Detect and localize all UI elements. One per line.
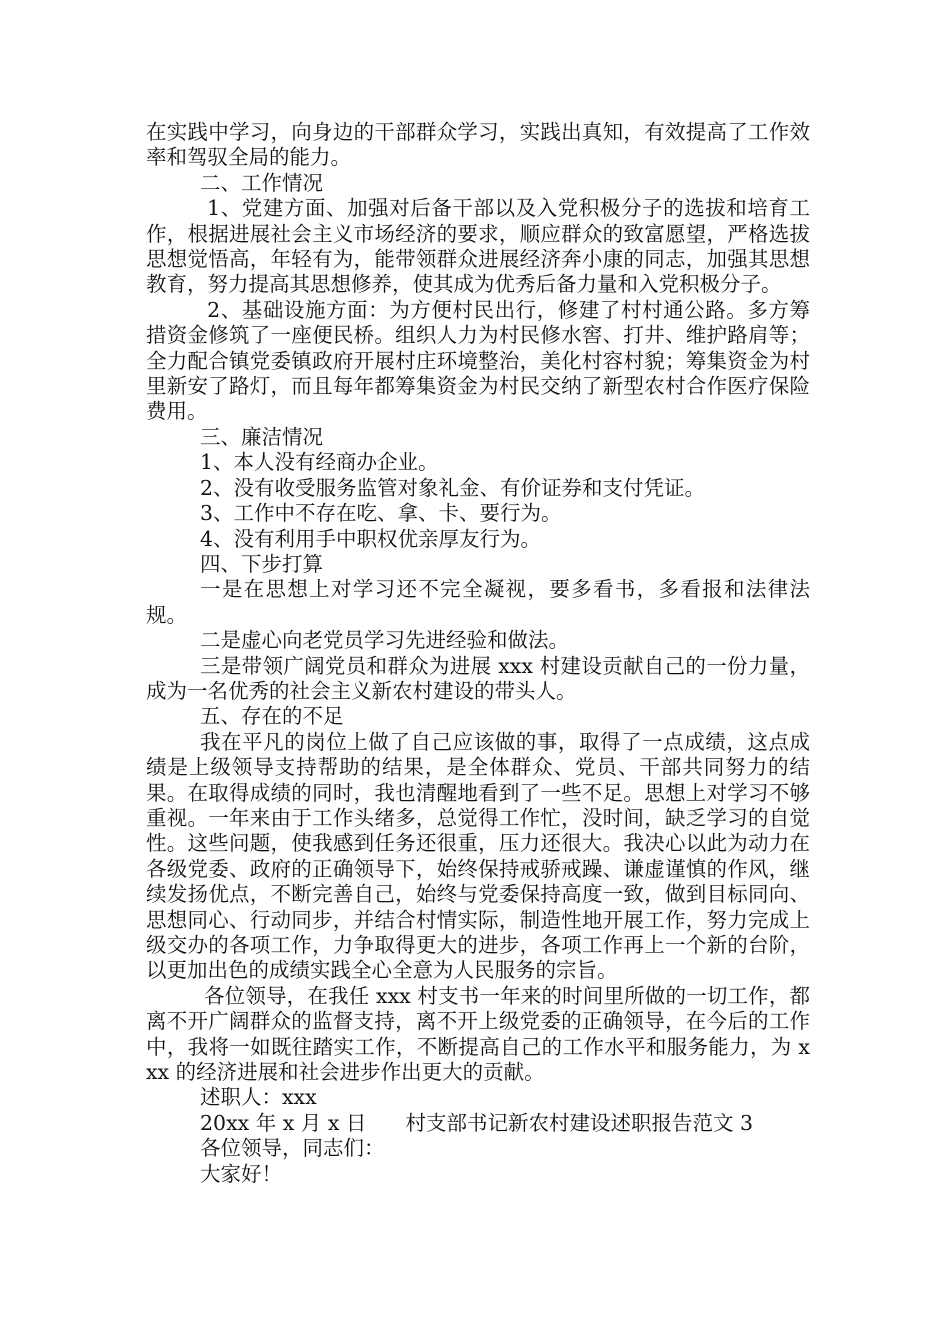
list-item-integrity-2: 2、没有收受服务监管对象礼金、有价证券和支付凭证。 <box>200 475 706 500</box>
paragraph-plan-3: 三是带领广阔党员和群众为进展 xxx 村建设贡献自己的一份力量，成为一名优秀的社会主义新农村建设的带头人。 <box>146 653 810 703</box>
salutation: 各位领导，同志们： <box>200 1136 385 1161</box>
list-item-integrity-4: 4、没有利用手中职权优亲厚友行为。 <box>200 526 542 551</box>
section-heading-integrity: 三、廉洁情况 <box>200 424 323 449</box>
paragraph-party-building: 1、党建方面、加强对后备干部以及入党积极分子的选拔和培育工作，根据进展社会主义市场经济的要求，顺应群众的致富愿望，严格选拔思想觉悟高，年轻有为，能带领群众进展经济奔小康的同志，加强其思想教育，努力提高其思想修养，使其成为优秀后备力量和入党积极分子。 <box>146 196 810 297</box>
date-and-next-title: 20xx 年 x 月 x 日 村支部书记新农村建设述职报告范文 3 <box>200 1110 754 1135</box>
paragraph-shortcomings: 我在平凡的岗位上做了自己应该做的事，取得了一点成绩，这点成绩是上级领导支持帮助的结果，是全体群众、党员、干部共同努力的结果。在取得成绩的同时，我也清醒地看到了一些不足。思想上对学习不够重视。一年来由于工作头绪多，总觉得工作忙，没时间，缺乏学习的自觉性。这些问题，使我感到任务还很重，压力还很大。我决心以此为动力在各级党委、政府的正确领导下，始终保持戒骄戒躁、谦虚谨慎的作风，继续发扬优点，不断完善自己，始终与党委保持高度一致，做到目标同向、思想同心、行动同步，并结合村情实际，制造性地开展工作，努力完成上级交办的各项工作，力争取得更大的进步，各项工作再上一个新的台阶，以更加出色的成绩实践全心全意为人民服务的宗旨。 <box>146 729 810 983</box>
section-heading-next-steps: 四、下步打算 <box>200 551 323 576</box>
list-item-integrity-3: 3、工作中不存在吃、拿、卡、要行为。 <box>200 501 562 526</box>
paragraph-closing: 各位领导，在我任 xxx 村支书一年来的时间里所做的一切工作，都离不开广阔群众的监督支持，离不开上级党委的正确领导，在今后的工作中，我将一如既往踏实工作，不断提高自己的工作水平和服务能力，为 xxx 的经济进展和社会进步作出更大的贡献。 <box>146 983 810 1085</box>
section-heading-work: 二、工作情况 <box>200 170 323 195</box>
paragraph-infrastructure: 2、基础设施方面：为方便村民出行，修建了村村通公路。多方筹措资金修筑了一座便民桥。组织人力为村民修水窖、打井、维护路肩等；全力配合镇党委镇政府开展村庄环境整治，美化村容村貌；筹集资金为村里新安了路灯，而且每年都筹集资金为村民交纳了新型农村合作医疗保险费用。 <box>146 297 810 424</box>
paragraph-intro-continuation: 在实践中学习，向身边的干部群众学习，实践出真知，有效提高了工作效率和驾驭全局的能力。 <box>146 120 810 170</box>
list-item-integrity-1: 1、本人没有经商办企业。 <box>200 450 439 475</box>
signature-line: 述职人：xxx <box>200 1085 317 1110</box>
paragraph-plan-1: 一是在思想上对学习还不完全凝视，要多看书，多看报和法律法规。 <box>146 577 810 627</box>
greeting: 大家好！ <box>200 1161 282 1186</box>
section-heading-shortcomings: 五、存在的不足 <box>200 704 344 729</box>
paragraph-plan-2: 二是虚心向老党员学习先进经验和做法。 <box>200 628 569 653</box>
